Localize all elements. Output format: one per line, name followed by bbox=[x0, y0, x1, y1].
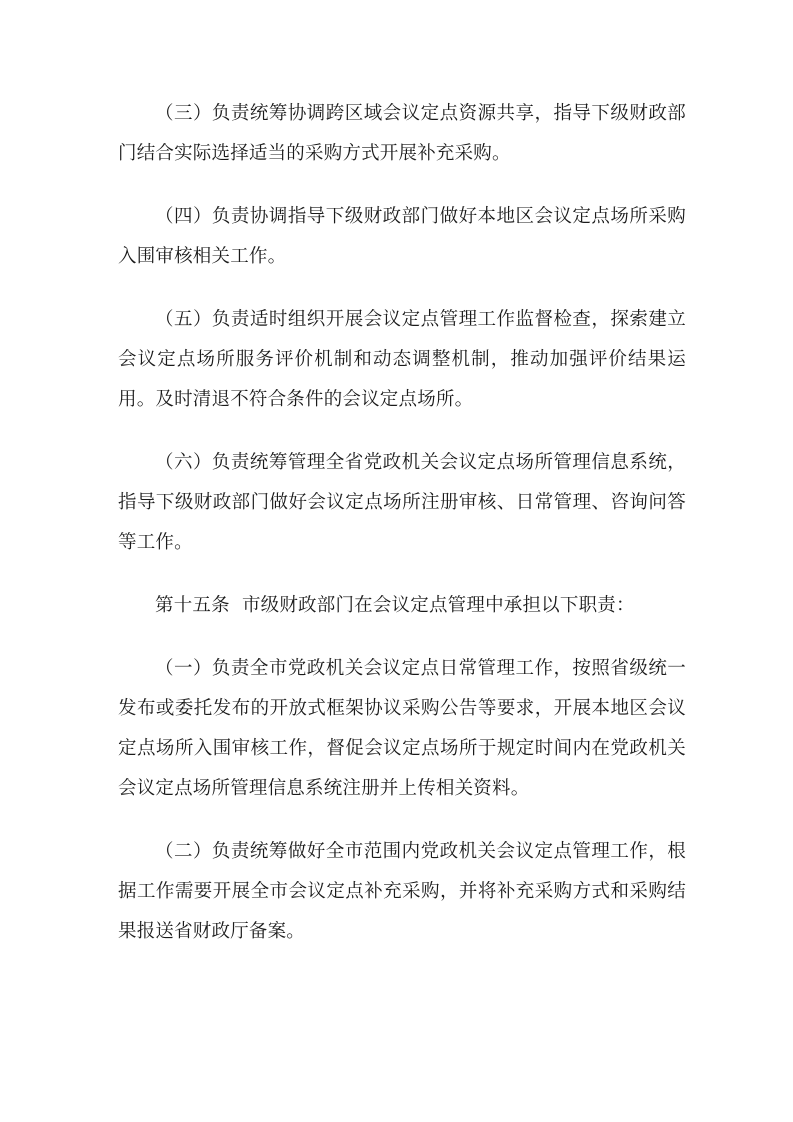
paragraph-item-3: （三）负责统筹协调跨区域会议定点资源共享，指导下级财政部门结合实际选择适当的采购方式开展补充采购。 bbox=[118, 103, 686, 164]
document-body bbox=[118, 94, 686, 975]
city-duty-item-1: （一）负责全市党政机关会议定点日常管理工作，按照省级统一发布或委托发布的开放式框架协议采购公告等要求，开展本地区会议定点场所入围审核工作，督促会议定点场所于规定时间内在党政机关会议定点场所管理信息系统注册并上传相关资料。 bbox=[118, 658, 686, 799]
city-duty-item-2: （二）负责统筹做好全市范围内党政机关会议定点管理工作，根据工作需要开展全市会议定点补充采购，并将补充采购方式和采购结果报送省财政厅备案。 bbox=[118, 841, 686, 942]
article-15-heading: 第十五条 市级财政部门在会议定点管理中承担以下职责： bbox=[155, 595, 635, 616]
paragraph-item-5: （五）负责适时组织开展会议定点管理工作监督检查，探索建立会议定点场所服务评价机制和动态调整机制，推动加强评价结果运用。及时清退不符合条件的会议定点场所。 bbox=[118, 309, 686, 410]
paragraph-item-4: （四）负责协调指导下级财政部门做好本地区会议定点场所采购入围审核相关工作。 bbox=[118, 206, 686, 267]
paragraph-item-6: （六）负责统筹管理全省党政机关会议定点场所管理信息系统，指导下级财政部门做好会议定点场所注册审核、日常管理、咨询问答等工作。 bbox=[118, 452, 686, 553]
